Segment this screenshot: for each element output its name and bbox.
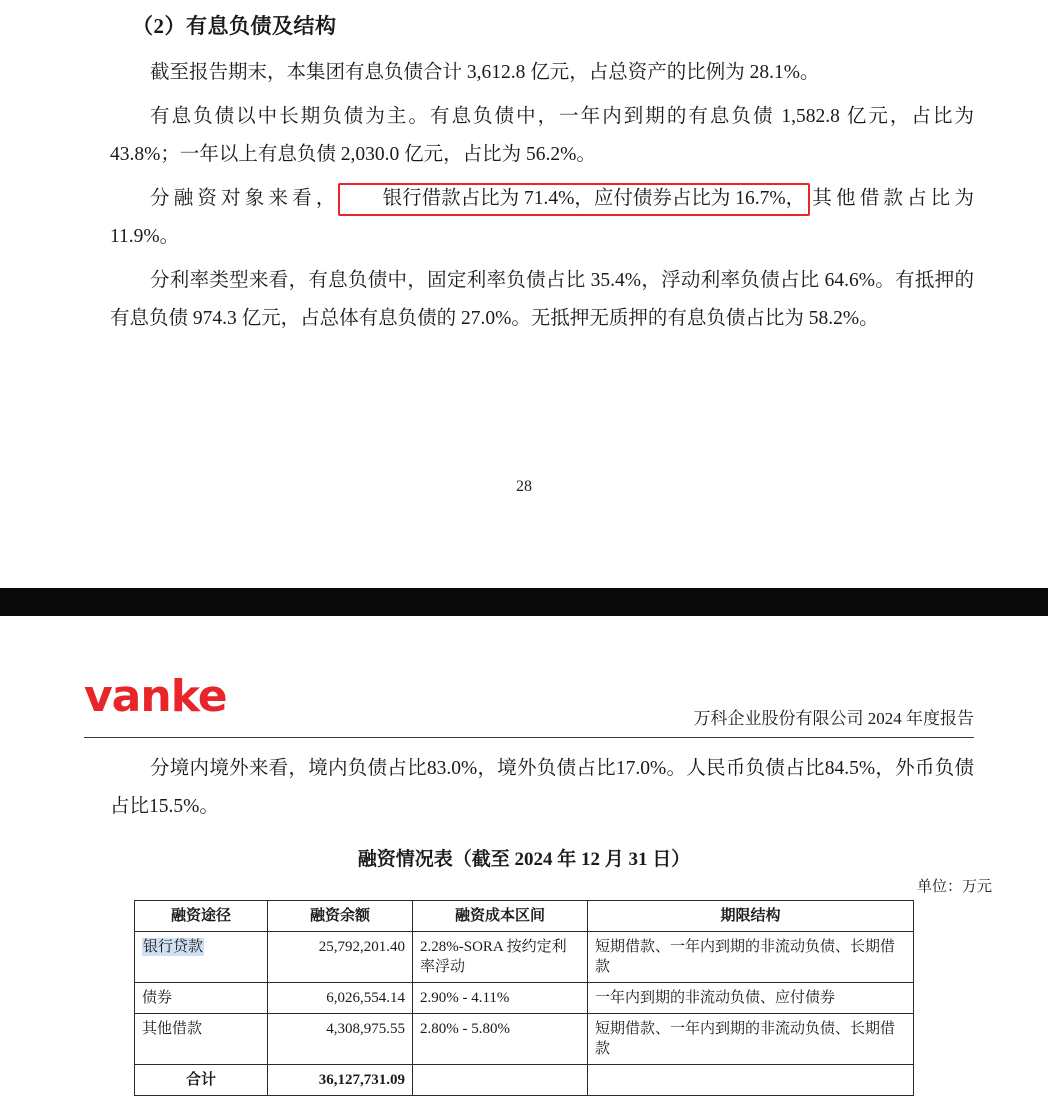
column-header-term: 期限结构 [588, 901, 914, 932]
report-title: 万科企业股份有限公司 2024 年度报告 [693, 709, 974, 728]
page-number: 28 [516, 478, 532, 495]
cell-cost: 2.28%-SORA 按约定利率浮动 [413, 932, 588, 983]
column-header-balance: 融资余额 [268, 901, 413, 932]
cell-balance: 6,026,554.14 [268, 983, 413, 1014]
table-total-row [135, 1065, 914, 1096]
column-header-route: 融资途径 [135, 901, 268, 932]
cell-term: 短期借款、一年内到期的非流动负债、长期借款 [588, 932, 914, 983]
cell-route: 债券 [135, 983, 268, 1014]
cell-cost: 2.90% - 4.11% [413, 983, 588, 1014]
table-row [135, 932, 914, 983]
paragraph-total-debt: 截至报告期末，本集团有息负债合计 3,612.8 亿元，占总资产的比例为 28.1%。 [150, 62, 820, 83]
selected-text-bank-loan[interactable]: 银行贷款 [143, 939, 204, 955]
paragraph-financing-source [110, 180, 974, 256]
paragraph-maturity-structure: 有息负债以中长期负债为主。有息负债中，一年内到期的有息负债 1,582.8 亿元，占比为 43.8%；一年以上有息负债 2,030.0 亿元，占比为 56.2%。 [110, 106, 974, 165]
cell-term: 短期借款、一年内到期的非流动负债、长期借款 [588, 1014, 914, 1065]
table-header-row [135, 901, 914, 932]
cell-total-balance: 36,127,731.09 [268, 1065, 413, 1096]
table-row [135, 1014, 914, 1065]
cell-balance: 25,792,201.40 [268, 932, 413, 983]
page-separator-band [0, 588, 1048, 616]
financing-source-prefix: 分融资对象来看， [150, 188, 340, 209]
table-title: 融资情况表（截至 2024 年 12 月 31 日） [357, 849, 691, 870]
cell-route [135, 932, 268, 983]
paragraph-interest-rate-type: 分利率类型来看，有息负债中，固定利率负债占比 35.4%，浮动利率负债占比 64.6%。有抵押的有息负债 974.3 亿元，占总体有息负债的 27.0%。无抵押无质押的有息负债占比为 58.2%。 [110, 270, 974, 329]
page-two-content [110, 750, 974, 826]
paragraph-domestic-overseas: 分境内境外来看，境内负债占比83.0%，境外负债占比17.0%。人民币负债占比84.5%，外币负债占比15.5%。 [110, 758, 974, 817]
header-rule [84, 737, 974, 738]
column-header-cost: 融资成本区间 [413, 901, 588, 932]
page-one-content [110, 10, 974, 338]
highlighted-annotation-box: 银行借款占比为 71.4%，应付债券占比为 16.7%， [338, 183, 811, 216]
financing-source-suffix: 其他借款占比为 11.9%。 [110, 188, 974, 247]
cell-balance: 4,308,975.55 [268, 1014, 413, 1065]
financing-table [134, 900, 914, 1096]
cell-term: 一年内到期的非流动负债、应付债券 [588, 983, 914, 1014]
cell-route: 其他借款 [135, 1014, 268, 1065]
cell-cost: 2.80% - 5.80% [413, 1014, 588, 1065]
page-two-header [84, 671, 974, 733]
cell-total-term [588, 1065, 914, 1096]
document-page-two [0, 616, 1048, 1088]
table-unit-label: 单位：万元 [916, 879, 992, 895]
table-row [135, 983, 914, 1014]
cell-total-label: 合计 [135, 1065, 268, 1096]
cell-total-cost [413, 1065, 588, 1096]
section-heading: （2）有息负债及结构 [132, 14, 337, 38]
vanke-logo: vanke [84, 671, 227, 722]
